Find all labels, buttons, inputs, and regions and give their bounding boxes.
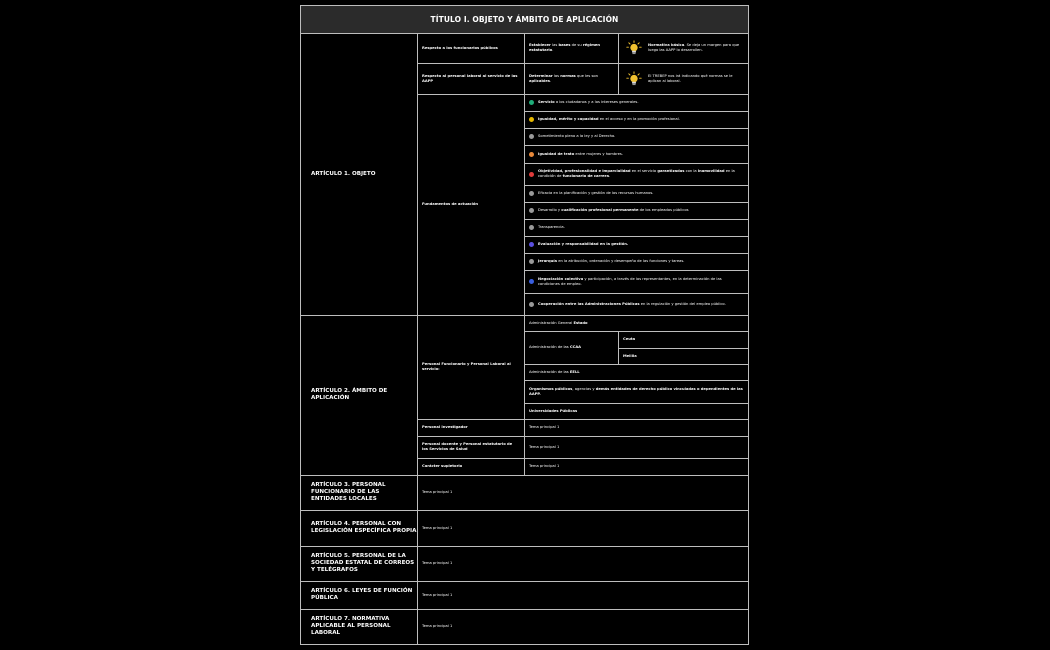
- table-rule: [618, 33, 619, 94]
- fundamento-item: [524, 253, 748, 270]
- text-run: en la regulación y gestión del empleo público.: [639, 301, 726, 306]
- article-1-label: ARTÍCULO 1. OBJETO: [311, 170, 376, 177]
- bullet-dot-icon: [529, 172, 534, 177]
- article-3-value: Tema principal 1: [422, 490, 453, 494]
- text-run: funcionario de carrera: [562, 174, 609, 178]
- summary-table: [300, 5, 749, 645]
- text-run: Eficacia en la planificación y gestión de los recursos humanos.: [538, 191, 654, 195]
- article-5-label: ARTÍCULO 5. PERSONAL DE LA SOCIEDAD ESTATAL DE CORREOS Y TELÉGRAFOS: [311, 553, 415, 573]
- investigador-label: Personal Investigador: [422, 425, 468, 429]
- cell-text: [538, 242, 628, 247]
- article-5-value: Tema principal 1: [422, 561, 453, 565]
- text-run: , agencias y: [572, 386, 596, 391]
- text-run: Normativa básica: [648, 43, 685, 47]
- text-run: en la condición de: [538, 169, 735, 178]
- text-run: las: [552, 73, 561, 78]
- fundamento-item: [524, 185, 748, 202]
- bullet-dot-icon: [529, 242, 534, 247]
- text-run: de su: [570, 43, 583, 47]
- text-run: normas: [560, 73, 576, 78]
- fundamento-item: [524, 219, 748, 236]
- table-rule: [524, 33, 525, 94]
- cell-text: [538, 191, 653, 196]
- text-run: EELL: [569, 369, 580, 374]
- cell-text: [538, 100, 639, 105]
- cell-text: [648, 74, 743, 84]
- personal-servicio-label: Personal Funcionario y Personal Laboral al servicio:: [422, 362, 511, 371]
- cell-text: [538, 117, 680, 122]
- cell-text: [529, 370, 580, 375]
- text-run: y participación, a través de los representantes, en la determinación de las condiciones de empleo.: [538, 276, 722, 286]
- bullet-dot-icon: [529, 208, 534, 213]
- text-run: que les son: [575, 73, 598, 78]
- ccaa-cell: [524, 331, 618, 364]
- article-1-action: [524, 63, 618, 94]
- bullet-dot-icon: [529, 279, 534, 284]
- table-title: TÍTULO I. OBJETO Y ÁMBITO DE APLICACIÓN: [301, 6, 748, 34]
- text-run: aplicables: [529, 78, 550, 83]
- text-run: bases: [558, 43, 571, 47]
- docente-label: Personal docente y Personal estatutario de los Servicios de Salud: [422, 442, 513, 451]
- cell-text: [529, 345, 581, 350]
- melilla-cell: Melilla: [623, 353, 637, 358]
- bullet-dot-icon: [529, 225, 534, 230]
- fundamento-item: [524, 236, 748, 253]
- article-6-label: ARTÍCULO 6. LEYES DE FUNCIÓN PÚBLICA: [311, 588, 413, 601]
- bullet-dot-icon: [529, 117, 534, 122]
- text-run: en el acceso y en la promoción profesional.: [598, 117, 680, 121]
- fundamento-item: [524, 94, 748, 111]
- text-run: Estado: [573, 320, 588, 325]
- fundamento-item: [524, 145, 748, 163]
- text-run: Igualdad, mérito y capacidad: [538, 117, 599, 121]
- article-4-value: Tema principal 1: [422, 525, 453, 530]
- text-run: Objetividad, profesionalidad e imparcialidad: [538, 169, 631, 173]
- text-run: Administración General: [529, 320, 574, 325]
- article-1-action: [524, 33, 618, 63]
- article-1-note: [618, 33, 748, 63]
- text-run: en la atribución, ordenación y desempeño de las funciones y tareas.: [557, 259, 685, 263]
- text-run: .: [552, 48, 554, 52]
- text-run: régimen estatutario: [529, 43, 601, 52]
- text-run: El TREBEP nos irá indicando qué normas se le aplican al laboral.: [648, 73, 733, 83]
- text-run: Igualdad de trato: [538, 151, 575, 156]
- text-run: Organismos públicos: [529, 386, 573, 391]
- text-run: Sometimiento pleno a la ley y al Derecho.: [538, 134, 616, 138]
- lightbulb-icon: [626, 71, 642, 87]
- cell-text: [538, 152, 623, 157]
- lightbulb-icon: [626, 40, 642, 56]
- text-run: Transparencia.: [538, 225, 565, 229]
- text-run: a los ciudadanos y a los intereses generales.: [554, 100, 639, 104]
- cell-text: [538, 225, 565, 230]
- text-run: inamovilidad: [697, 169, 725, 173]
- cell-text: [538, 302, 726, 307]
- bullet-dot-icon: [529, 259, 534, 264]
- text-run: Negociación colectiva: [538, 276, 584, 281]
- text-run: con la: [684, 169, 698, 173]
- text-run: Cooperación entre las Administraciones Públicas: [538, 301, 640, 306]
- docente-value: Tema principal 1: [529, 444, 560, 449]
- fundamento-item: [524, 270, 748, 293]
- admin-general-cell: [524, 315, 748, 331]
- supletorio-value: Tema principal 1: [529, 464, 560, 468]
- article-7-value: Tema principal 1: [422, 624, 453, 628]
- cell-text: [538, 277, 743, 287]
- fundamentos-label: Fundamentos de actuación: [422, 202, 479, 206]
- text-run: Establecer: [529, 43, 551, 47]
- text-run: las: [550, 43, 559, 47]
- text-run: Administración de las: [529, 345, 570, 349]
- bullet-dot-icon: [529, 191, 534, 196]
- cell-text: [538, 259, 684, 264]
- cell-text: [529, 321, 588, 326]
- text-run: Administración de las: [529, 369, 570, 374]
- cell-text: [529, 74, 613, 84]
- article-4-label: ARTÍCULO 4. PERSONAL CON LEGISLACIÓN ESPECÍFICA PROPIA: [311, 521, 417, 534]
- article-3-label: ARTÍCULO 3. PERSONAL FUNCIONARIO DE LAS ENTIDADES LOCALES: [311, 482, 386, 502]
- organismos-cell: [524, 380, 748, 403]
- article-1-subject-label: Respecto al personal laboral al servicio de las AAPP: [422, 73, 518, 83]
- text-run: CCAA: [569, 345, 582, 349]
- cell-text: [538, 134, 615, 139]
- text-run: Determinar: [529, 73, 553, 78]
- supletorio-label: Carácter supletorio: [422, 464, 463, 468]
- ceuta-cell: Ceuta: [623, 337, 636, 341]
- fundamento-item: [524, 163, 748, 185]
- bullet-dot-icon: [529, 152, 534, 157]
- fundamento-item: [524, 293, 748, 315]
- cell-text: [529, 387, 743, 397]
- cell-text: [529, 43, 613, 53]
- text-run: .: [609, 174, 611, 178]
- cell-text: [538, 169, 743, 179]
- article-1-subject-label: Respecto a los funcionarios públicos: [422, 45, 498, 50]
- text-run: Servicio: [538, 100, 555, 104]
- text-run: . Se deja un margen para que luego las AAPP lo desarrollen.: [648, 43, 740, 52]
- bullet-dot-icon: [529, 302, 534, 307]
- article-6-value: Tema principal 1: [422, 592, 453, 597]
- fundamento-item: [524, 111, 748, 128]
- text-run: en el servicio: [630, 169, 658, 173]
- text-run: Jerarquía: [538, 259, 558, 263]
- text-run: demás entidades de derecho público vinculadas o dependientes de las AAPP.: [529, 386, 743, 396]
- cell-text: [648, 43, 743, 53]
- article-7-label: ARTÍCULO 7. NORMATIVA APLICABLE AL PERSONAL LABORAL: [311, 616, 391, 636]
- universidades-cell: Universidades Públicas: [529, 408, 578, 413]
- article-2-label: ARTÍCULO 2. ÁMBITO DE APLICACIÓN: [311, 388, 388, 401]
- text-run: cualificación profesional permanente: [561, 208, 639, 212]
- text-run: de los empleados públicos: [638, 208, 689, 212]
- bullet-dot-icon: [529, 100, 534, 105]
- investigador-value: Tema principal 1: [529, 425, 560, 429]
- fundamento-item: [524, 128, 748, 145]
- text-run: entre mujeres y hombres.: [574, 151, 624, 156]
- article-1-note: [618, 63, 748, 94]
- bullet-dot-icon: [529, 134, 534, 139]
- text-run: .: [549, 78, 552, 83]
- fundamento-item: [524, 202, 748, 219]
- text-run: Desarrollo y: [538, 208, 562, 212]
- text-run: garantizadas: [657, 169, 685, 173]
- text-run: Evaluación y responsabilidad en la gestión.: [538, 242, 629, 246]
- eell-cell: [524, 364, 748, 380]
- cell-text: [538, 208, 689, 213]
